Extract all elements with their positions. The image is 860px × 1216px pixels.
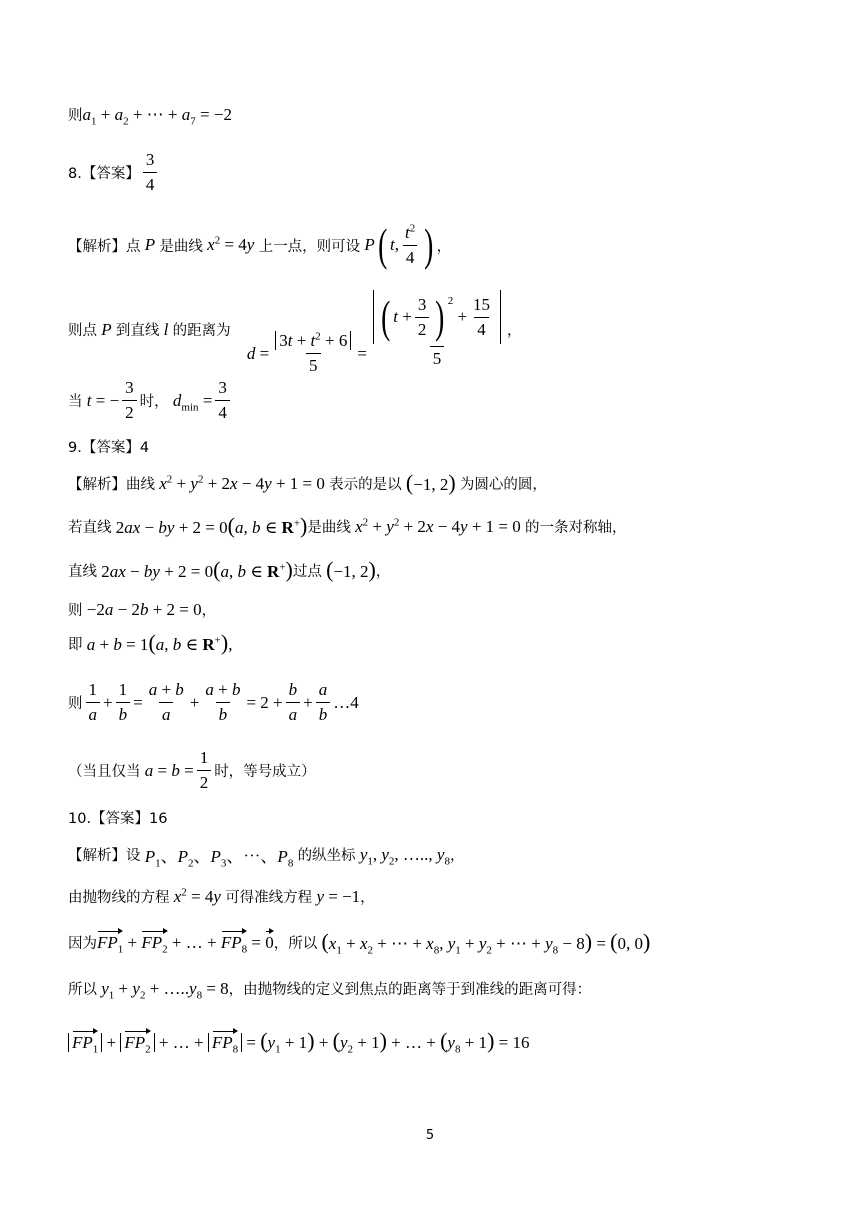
q8-analysis-c: 当 t = − $\frac{3}{2}$ 时， $d_{min}$ = $\frac{3}{4}$	[68, 378, 233, 423]
q10-analysis-d: 所以 $y_1 + y_2$ + $\dots..y_8 = 8$ ，由抛物线的定义到焦点的距离等于到准线的距离可得：	[68, 978, 592, 1001]
q10-analysis-e: $FP_1 + FP_2$ + … + $FP_8 = (y_1 + 1) + (y_2 + 1)$ + … + $(y_8 + 1) = 16$	[68, 1030, 529, 1053]
q9-answer: 9.【答案】4	[68, 440, 150, 456]
q8-answer-fraction: $\frac{3}{4}$	[143, 150, 158, 195]
q10-answer: 10.【答案】16	[68, 811, 168, 827]
q10-analysis-c: 因为 $FP_1 + FP_2$ + … + $FP_8 = 0$ ，所以 ($x_1 + x_2$ + ⋯ + $x_8$, $y_1 + y_2$ + ⋯ + $y_8 - 8) = (0$, 0)	[68, 929, 651, 957]
q10-analysis-a: 【解析】 设 $P_1$、$P_2$、$P_3$、⋯、$P_8$ 的纵坐标 $y_1$, $y_2$, ….., $y_8$ ，	[68, 844, 465, 870]
q8-analysis-a: 【解析】 点 P 是曲线 $x^2 = 4y$ 上一点，则可设 P ( t , $\frac{t^2}{4}$ ) ，	[68, 219, 452, 270]
q10-analysis-b: 由抛物线的方程 $x^2 = 4y$ 可得准线方程 y = −1 ，	[68, 885, 375, 906]
q8-answer: 8.【答案】 $\frac{3}{4}$	[68, 150, 160, 195]
page-number: 5	[425, 1128, 435, 1143]
q9-analysis-b: 若直线 2ax − by + 2 = 0(a, b ∈ R+) 是曲线 $x^2 + y^2 + 2x - 4y + 1 = 0$ 的一条对称轴，	[68, 513, 627, 538]
q9-analysis-c: 直线 2ax − by + 2 = 0(a, b ∈ R+) 过点 (−1, 2) ，	[68, 557, 391, 582]
q9-analysis-f: 则 $\frac{1}{a}$ + $\frac{1}{b}$ = $\frac{a + b}{a}$ + $\frac{a + b}{b}$ = 2 + $\frac{b}{a}$ + $\frac{a}{b}$ …4	[68, 680, 359, 724]
q9-analysis-e: 即 a + b = 1(a, b ∈ R+),	[68, 630, 233, 655]
q9-analysis-a: 【解析】 曲线 $x^2 + y^2 + 2x - 4y + 1 = 0$ 表示的是以 (−1, 2) 为圆心的圆，	[68, 470, 547, 495]
line-sum-a: 则 $a_1 + a_2$ + ⋯ + $a_7 = -2$	[68, 104, 232, 127]
q9-analysis-d: 则 −2a − 2b + 2 = 0 ，	[68, 599, 217, 619]
q8-analysis-b: 则点 P 到直线 l 的距离为 d = $\frac{3t + t^2 + 6}{5}$ = ( t + $\frac{3}{2}$ ) $^2$ + $\frac{15}{4}$ 5 ，	[68, 291, 522, 375]
q9-analysis-g: （当且仅当 a = b = $\frac{1}{2}$ 时，等号成立）	[68, 748, 316, 792]
